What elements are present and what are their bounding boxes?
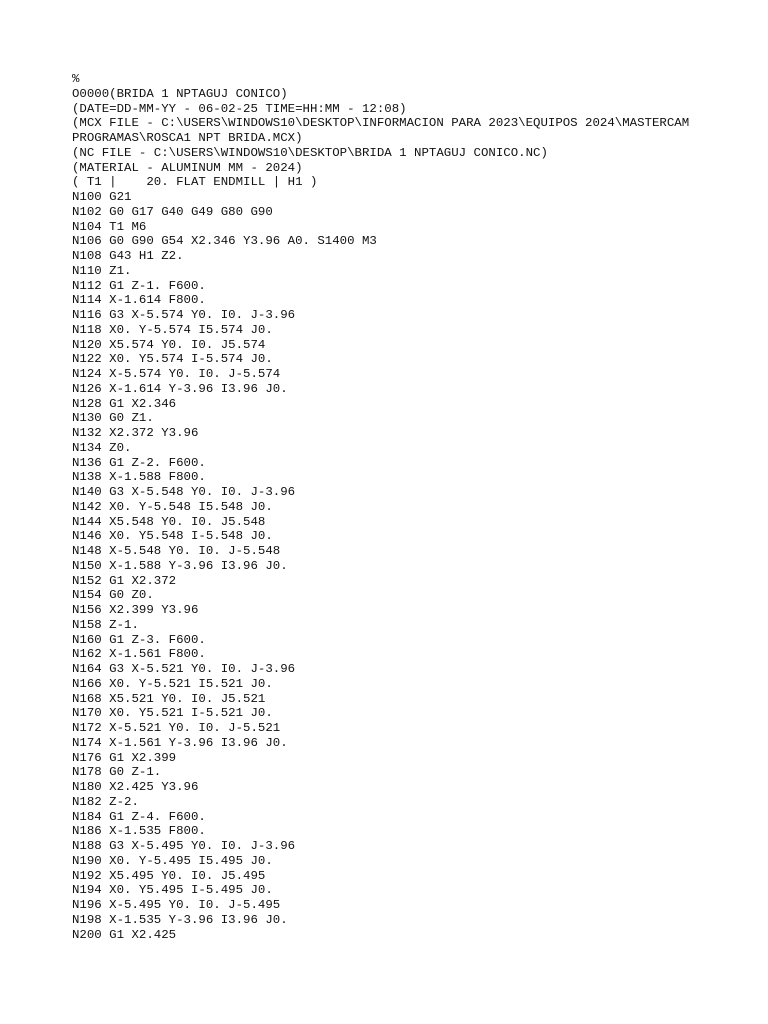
program-line: N186 X-1.535 F800. xyxy=(72,824,206,839)
program-line: N118 X0. Y-5.574 I5.574 J0. xyxy=(72,322,273,337)
program-line: N134 Z0. xyxy=(72,440,132,455)
program-line: N160 G1 Z-3. F600. xyxy=(72,632,206,647)
program-line: N130 G0 Z1. xyxy=(72,411,154,426)
program-line: N184 G1 Z-4. F600. xyxy=(72,809,206,824)
program-line: N102 G0 G17 G40 G49 G80 G90 xyxy=(72,204,273,219)
program-line: N182 Z-2. xyxy=(72,794,139,809)
program-line: N132 X2.372 Y3.96 xyxy=(72,426,199,440)
program-line: N196 X-5.495 Y0. I0. J-5.495 xyxy=(72,898,281,912)
program-line: N120 X5.574 Y0. I0. J5.574 xyxy=(72,337,266,352)
program-line: N136 G1 Z-2. F600. xyxy=(72,455,206,470)
program-line: N176 G1 X2.399 xyxy=(72,750,177,765)
program-line: N150 X-1.588 Y-3.96 I3.96 J0. xyxy=(72,558,288,573)
program-line: N126 X-1.614 Y-3.96 I3.96 J0. xyxy=(72,381,288,396)
program-line: (DATE=DD-MM-YY - 06-02-25 TIME=HH:MM - 12:08) xyxy=(72,101,407,116)
program-line: N192 X5.495 Y0. I0. J5.495 xyxy=(72,868,266,883)
program-line: N146 X0. Y5.548 I-5.548 J0. xyxy=(72,529,273,544)
program-line: N140 G3 X-5.548 Y0. I0. J-3.96 xyxy=(72,485,296,499)
program-line: O0000(BRIDA 1 NPTAGUJ CONICO) xyxy=(72,86,288,101)
program-line: N168 X5.521 Y0. I0. J5.521 xyxy=(72,691,266,706)
program-line: N194 X0. Y5.495 I-5.495 J0. xyxy=(72,883,273,898)
program-line: N116 G3 X-5.574 Y0. I0. J-3.96 xyxy=(72,308,296,322)
program-line: N144 X5.548 Y0. I0. J5.548 xyxy=(72,514,266,529)
program-line: N162 X-1.561 F800. xyxy=(72,647,206,662)
program-line: (MCX FILE - C:\USERS\WINDOWS10\DESKTOP\INFORMACION PARA 2023\EQUIPOS 2024\MASTERCAM xyxy=(72,116,690,131)
program-line: N106 G0 G90 G54 X2.346 Y3.96 A0. S1400 M3 xyxy=(72,234,377,249)
program-line: PROGRAMAS\ROSCA1 NPT BRIDA.MCX) xyxy=(72,131,303,145)
program-line: N188 G3 X-5.495 Y0. I0. J-3.96 xyxy=(72,839,296,853)
program-line: N110 Z1. xyxy=(72,263,132,278)
program-line: N100 G21 xyxy=(72,190,132,204)
program-line: N180 X2.425 Y3.96 xyxy=(72,780,199,794)
program-line: N178 G0 Z-1. xyxy=(72,765,162,780)
nc-program-listing xyxy=(72,72,768,942)
program-line: N170 X0. Y5.521 I-5.521 J0. xyxy=(72,706,273,721)
program-line: N142 X0. Y-5.548 I5.548 J0. xyxy=(72,499,273,514)
program-line: N164 G3 X-5.521 Y0. I0. J-3.96 xyxy=(72,662,296,676)
program-line: % xyxy=(72,72,80,86)
program-line: N122 X0. Y5.574 I-5.574 J0. xyxy=(72,352,273,367)
program-line: N200 G1 X2.425 xyxy=(72,927,177,942)
program-line: ( T1 | 20. FLAT ENDMILL | H1 ) xyxy=(72,175,318,190)
program-line: N108 G43 H1 Z2. xyxy=(72,249,184,263)
program-line: (MATERIAL - ALUMINUM MM - 2024) xyxy=(72,160,303,175)
program-line: N174 X-1.561 Y-3.96 I3.96 J0. xyxy=(72,735,288,750)
program-line: N198 X-1.535 Y-3.96 I3.96 J0. xyxy=(72,912,288,927)
program-line: N154 G0 Z0. xyxy=(72,588,154,603)
program-line: N104 T1 M6 xyxy=(72,219,147,234)
program-line: N112 G1 Z-1. F600. xyxy=(72,278,206,293)
program-line: N166 X0. Y-5.521 I5.521 J0. xyxy=(72,676,273,691)
program-line: N138 X-1.588 F800. xyxy=(72,470,206,485)
program-line: N128 G1 X2.346 xyxy=(72,396,177,411)
program-line: N148 X-5.548 Y0. I0. J-5.548 xyxy=(72,544,281,558)
program-line: N172 X-5.521 Y0. I0. J-5.521 xyxy=(72,721,281,735)
program-line: N190 X0. Y-5.495 I5.495 J0. xyxy=(72,853,273,868)
program-line: N158 Z-1. xyxy=(72,617,139,632)
program-line: N124 X-5.574 Y0. I0. J-5.574 xyxy=(72,367,281,381)
program-line: N114 X-1.614 F800. xyxy=(72,293,206,308)
program-line: (NC FILE - C:\USERS\WINDOWS10\DESKTOP\BRIDA 1 NPTAGUJ CONICO.NC) xyxy=(72,145,548,160)
program-line: N156 X2.399 Y3.96 xyxy=(72,603,199,617)
program-line: N152 G1 X2.372 xyxy=(72,573,177,588)
